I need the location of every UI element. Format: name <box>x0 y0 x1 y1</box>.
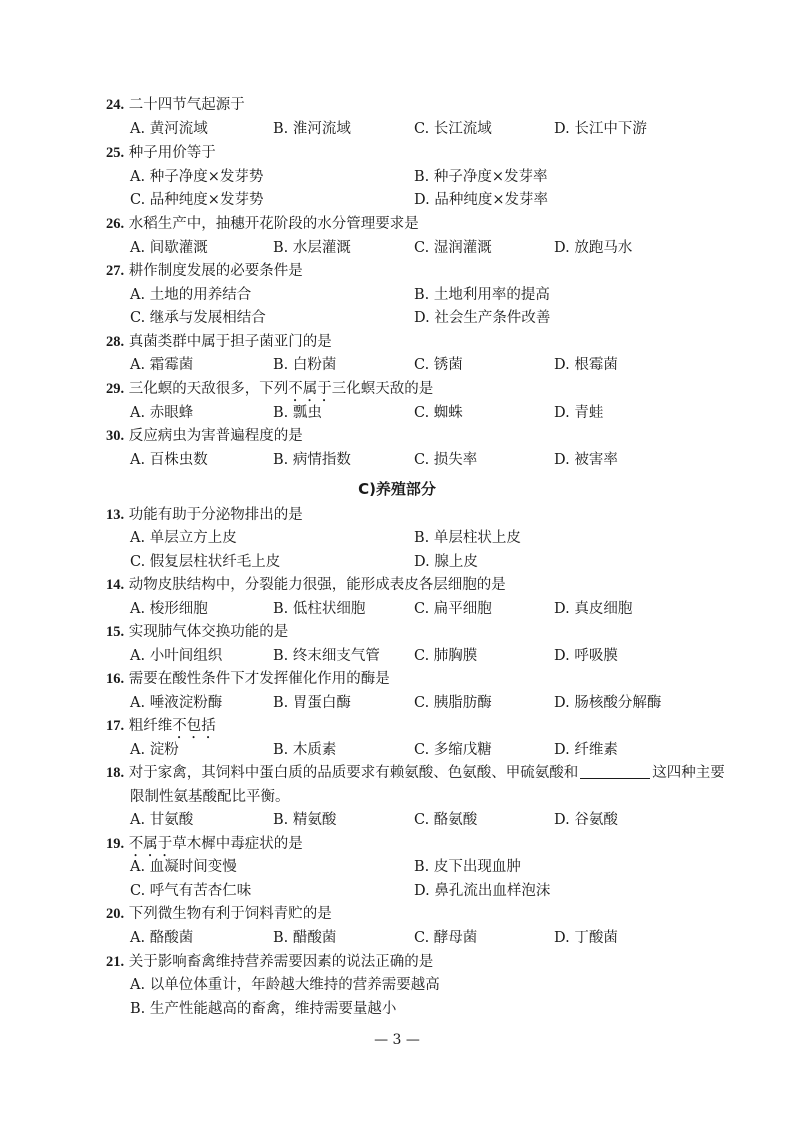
question-number: 17. <box>106 718 125 734</box>
option-d: D. 鼻孔流出血样泡沫 <box>414 883 551 899</box>
question-stem-pre: 粗纤维 <box>128 718 173 734</box>
question-stem: 二十四节气起源于 <box>128 97 245 113</box>
option-d: D. 纤维素 <box>554 742 618 758</box>
emphasis-text: 不属于 <box>288 381 332 397</box>
question-number: 15. <box>106 624 125 640</box>
options-25-row1 <box>0 166 794 188</box>
emphasis-text: 不包括 <box>172 718 216 734</box>
question-stem: 下列微生物有利于饲料青贮的是 <box>128 906 332 922</box>
options-17 <box>0 739 794 761</box>
option-c: C. 肺胸膜 <box>414 648 478 664</box>
option-c: C. 扁平细胞 <box>414 601 492 617</box>
question-number: 21. <box>106 954 125 970</box>
option-d: D. 被害率 <box>554 452 618 468</box>
option-d: D. 丁酸菌 <box>554 930 618 946</box>
option-d: D. 肠核酸分解酶 <box>554 695 662 711</box>
question-number: 18. <box>106 765 125 781</box>
options-24 <box>0 118 794 140</box>
option-c: C. 胰脂肪酶 <box>414 695 492 711</box>
question-stem: 关于影响畜禽维持营养需要因素的说法正确的是 <box>128 954 434 970</box>
question-20 <box>106 903 332 925</box>
question-14 <box>106 574 506 596</box>
option-a: A. 单层立方上皮 <box>130 530 237 546</box>
option-b: B. 精氨酸 <box>273 812 337 828</box>
question-13 <box>106 504 303 526</box>
option-b: B. 醋酸菌 <box>273 930 337 946</box>
question-stem: 动物皮肤结构中，分裂能力很强，能形成表皮各层细胞的是 <box>128 577 506 593</box>
option-a: A. 以单位体重计，年龄越大维持的营养需要越高 <box>130 977 440 993</box>
options-26 <box>0 237 794 259</box>
question-19 <box>106 833 303 855</box>
option-b: B. 土地利用率的提高 <box>414 287 550 303</box>
question-number: 25. <box>106 145 125 161</box>
option-c: C. 呼气有苦杏仁味 <box>130 883 252 899</box>
option-c: C. 假复层柱状纤毛上皮 <box>130 554 281 570</box>
question-number: 19. <box>106 836 125 852</box>
option-d: D. 根霉菌 <box>554 357 618 373</box>
option-a: A. 赤眼蜂 <box>130 405 194 421</box>
option-b: B. 皮下出现血肿 <box>414 859 521 875</box>
question-30 <box>106 425 303 447</box>
question-26 <box>106 213 419 235</box>
option-c: C. 损失率 <box>414 452 478 468</box>
option-a: A. 百株虫数 <box>130 452 208 468</box>
question-stem: 反应病虫为害普遍程度的是 <box>128 428 303 444</box>
option-a: A. 酪酸菌 <box>130 930 194 946</box>
question-stem: 功能有助于分泌物排出的是 <box>128 507 303 523</box>
options-27-row1 <box>0 284 794 306</box>
option-c: C. 酵母菌 <box>414 930 478 946</box>
option-a: A. 黄河流域 <box>130 121 208 137</box>
option-a: A. 血凝时间变慢 <box>130 859 237 875</box>
option-d: D. 长江中下游 <box>554 121 647 137</box>
section-title: C)养殖部分 <box>358 480 436 498</box>
question-stem: 耕作制度发展的必要条件是 <box>128 263 303 279</box>
option-c: C. 长江流域 <box>414 121 492 137</box>
question-17 <box>106 715 216 737</box>
question-number: 27. <box>106 263 125 279</box>
question-18 <box>106 762 725 784</box>
option-b: B. 病情指数 <box>273 452 351 468</box>
question-number: 13. <box>106 507 125 523</box>
option-c: C. 湿润灌溉 <box>414 240 492 256</box>
question-number: 16. <box>106 671 125 687</box>
option-b: B. 种子净度×发芽率 <box>414 169 548 185</box>
answer-blank <box>580 762 650 779</box>
question-number: 20. <box>106 906 125 922</box>
question-number: 26. <box>106 216 125 232</box>
question-stem: 种子用价等于 <box>128 145 216 161</box>
option-d: D. 真皮细胞 <box>554 601 633 617</box>
option-c: C. 酪氨酸 <box>414 812 478 828</box>
options-19-row1 <box>0 856 794 878</box>
question-stem-post: 三化螟天敌的是 <box>331 381 434 397</box>
option-b: B. 淮河流域 <box>273 121 351 137</box>
option-b: B. 白粉菌 <box>273 357 337 373</box>
option-a: A. 小叶间组织 <box>130 648 223 664</box>
question-stem-pre: 对于家禽，其饲料中蛋白质的品质要求有赖氨酸、色氨酸、甲硫氨酸和 <box>128 765 579 781</box>
option-b: B. 瓢虫 <box>273 405 322 421</box>
options-27-row2 <box>0 307 794 329</box>
options-16 <box>0 692 794 714</box>
option-b: B. 水层灌溉 <box>273 240 351 256</box>
question-number: 24. <box>106 97 125 113</box>
option-d: D. 青蛙 <box>554 405 604 421</box>
question-27 <box>106 260 303 282</box>
option-b: B. 终末细支气管 <box>273 648 380 664</box>
question-number: 30. <box>106 428 125 444</box>
option-a: A. 土地的用养结合 <box>130 287 252 303</box>
option-d: D. 腺上皮 <box>414 554 478 570</box>
question-24 <box>106 94 245 116</box>
question-21 <box>106 951 433 973</box>
option-d: D. 谷氨酸 <box>554 812 618 828</box>
question-stem: 需要在酸性条件下才发挥催化作用的酶是 <box>128 671 390 687</box>
option-b: B. 木质素 <box>273 742 337 758</box>
option-c: C. 继承与发展相结合 <box>130 310 266 326</box>
options-15 <box>0 645 794 667</box>
options-25-row2 <box>0 189 794 211</box>
question-stem: 真菌类群中属于担子菌亚门的是 <box>128 334 332 350</box>
option-a: A. 种子净度×发芽势 <box>130 169 264 185</box>
option-d: D. 呼吸膜 <box>554 648 618 664</box>
question-number: 14. <box>106 577 125 593</box>
emphasis-text: 不属于 <box>128 836 173 852</box>
option-d: D. 品种纯度×发芽率 <box>414 192 548 208</box>
options-30 <box>0 449 794 471</box>
option-c: C. 蜘蛛 <box>414 405 463 421</box>
question-stem-post: 草木樨中毒症状的是 <box>172 836 303 852</box>
page-number: — 3 — <box>374 1032 420 1048</box>
options-18 <box>0 809 794 831</box>
options-13-row1 <box>0 527 794 549</box>
question-stem-post: 这四种主要 <box>652 765 725 781</box>
option-c: C. 多缩戊糖 <box>414 742 492 758</box>
options-13-row2 <box>0 551 794 573</box>
question-29 <box>106 378 433 400</box>
options-20 <box>0 927 794 949</box>
option-a: A. 梭形细胞 <box>130 601 208 617</box>
option-b: B. 低柱状细胞 <box>273 601 366 617</box>
question-number: 28. <box>106 334 125 350</box>
option-a: A. 唾液淀粉酶 <box>130 695 223 711</box>
option-c: C. 锈菌 <box>414 357 463 373</box>
option-b: B. 生产性能越高的畜禽，维持需要量越小 <box>130 1001 397 1017</box>
question-number: 29. <box>106 381 125 397</box>
option-a: A. 淀粉 <box>130 742 179 758</box>
question-16 <box>106 668 390 690</box>
option-d: D. 放跑马水 <box>554 240 633 256</box>
options-14 <box>0 598 794 620</box>
option-a: A. 甘氨酸 <box>130 812 194 828</box>
question-stem: 水稻生产中，抽穗开花阶段的水分管理要求是 <box>128 216 419 232</box>
question-stem: 实现肺气体交换功能的是 <box>128 624 289 640</box>
option-a: A. 间歇灌溉 <box>130 240 208 256</box>
options-19-row2 <box>0 880 794 902</box>
question-25 <box>106 142 216 164</box>
question-28 <box>106 331 332 353</box>
question-stem-pre: 三化螟的天敌很多，下列 <box>128 381 289 397</box>
options-28 <box>0 354 794 376</box>
option-c: C. 品种纯度×发芽势 <box>130 192 264 208</box>
option-d: D. 社会生产条件改善 <box>414 310 551 326</box>
option-b: B. 胃蛋白酶 <box>273 695 351 711</box>
options-29 <box>0 402 794 424</box>
question-15 <box>106 621 288 643</box>
option-a: A. 霜霉菌 <box>130 357 194 373</box>
option-b: B. 单层柱状上皮 <box>414 530 521 546</box>
question-18-cont: 限制性氨基酸配比平衡。 <box>130 789 290 805</box>
